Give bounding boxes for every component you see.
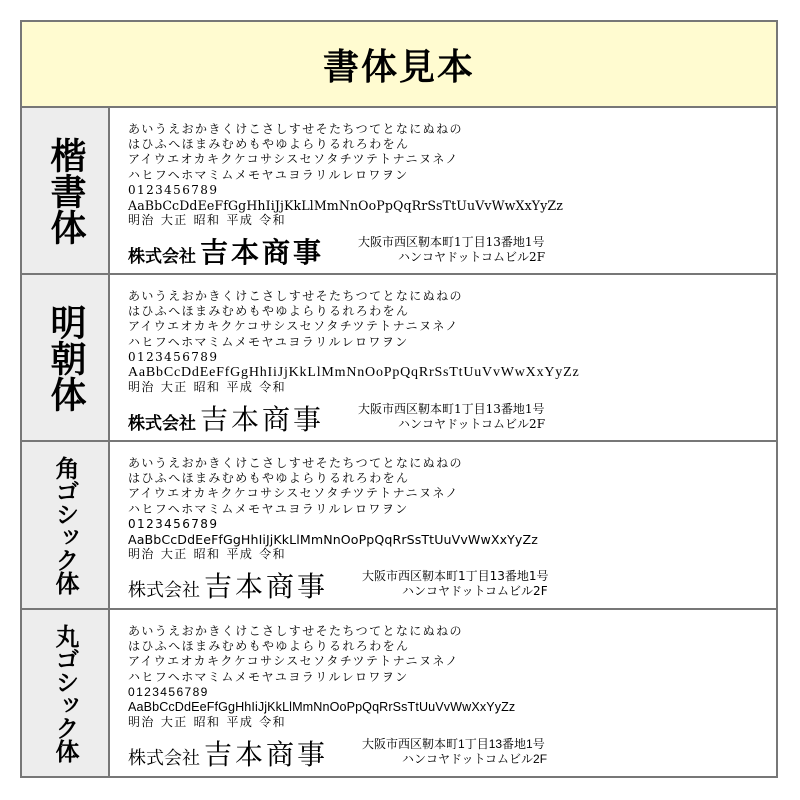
- sample-katakana-line-1: アイウエオカキクケコサシスセソタチツテトナニヌネノ: [128, 654, 459, 669]
- sample-hiragana-line-1: あいうえおかきくけこさしすせそたちつてとなにぬねの: [128, 289, 463, 303]
- sample-building: ハンコヤドットコムビル2F: [398, 250, 546, 265]
- sample-building: ハンコヤドットコムビル2F: [398, 417, 546, 432]
- font-label-cell: [22, 275, 110, 440]
- font-label-cell: [22, 108, 110, 273]
- sample-address: 大阪市西区靭本町1丁目13番地1号: [362, 737, 545, 752]
- sample-address-block: [358, 398, 545, 432]
- sample-katakana-line-1: アイウエオカキクケコサシスセソタチツテトナニヌネノ: [128, 486, 459, 501]
- font-label: 楷書体: [45, 136, 86, 245]
- font-row-mincho: [22, 275, 776, 442]
- sample-company-row: [128, 565, 766, 605]
- sample-hiragana-line-1: あいうえおかきくけこさしすせそたちつてとなにぬねの: [128, 456, 463, 470]
- font-label: 角ゴシック体: [51, 456, 79, 594]
- sample-address-block: [362, 733, 547, 767]
- sample-alphabet: AaBbCcDdEeFfGgHhIiJjKkLlMmNnOoPpQqRrSsTtUuVvWwXxYyZz: [128, 365, 580, 381]
- font-label-cell: [22, 442, 110, 608]
- font-label: 明朝体: [45, 303, 86, 412]
- sample-building: ハンコヤドットコムビル2F: [402, 752, 548, 767]
- company-type: 株式会社: [128, 247, 196, 268]
- sample-company: [128, 733, 328, 773]
- company-name: 吉本商事: [204, 739, 329, 771]
- sample-alphabet: AaBbCcDdEeFfGgHhIiJjKkLlMmNnOoPpQqRrSsTtUuVvWwXxYyZz: [128, 532, 538, 548]
- sample-katakana-line-1: アイウエオカキクケコサシスセソタチツテトナニヌネノ: [128, 152, 459, 167]
- sample-eras: 明治 大正 昭和 平成 令和: [128, 547, 287, 562]
- sample-content: [128, 289, 766, 438]
- sample-katakana-line-2: ハヒフヘホマミムメモヤユヨラリルレロワヲン: [128, 167, 409, 182]
- font-row-kaku-gothic: [22, 442, 776, 610]
- sample-hiragana-line-2: はひふへほまみむめもやゆよらりるれろわをん: [128, 471, 410, 486]
- company-type: 株式会社: [128, 580, 200, 602]
- font-label: 丸ゴシック体: [51, 624, 79, 762]
- sample-content: [128, 456, 766, 605]
- header: [22, 22, 776, 108]
- sample-katakana-line-2: ハヒフヘホマミムメモヤユヨラリルレロワヲン: [128, 334, 409, 349]
- page-title: 書体見本: [322, 46, 475, 88]
- sample-hiragana-line-1: あいうえおかきくけこさしすせそたちつてとなにぬねの: [128, 122, 463, 136]
- sample-company-row: [128, 231, 766, 271]
- sample-address-block: [358, 231, 545, 265]
- sample-company: [128, 398, 324, 438]
- font-sample-sheet: [20, 20, 778, 778]
- company-type: 株式会社: [128, 748, 200, 769]
- sample-alphabet: AaBbCcDdEeFfGgHhIiJjKkLlMmNnOoPpQqRrSsTtUuVvWwXxYyZz: [128, 198, 564, 214]
- sample-content: [128, 624, 766, 773]
- sample-digits: 0123456789: [128, 684, 209, 699]
- sample-building: ハンコヤドットコムビル2F: [402, 584, 548, 599]
- sample-company: [128, 565, 328, 605]
- sample-digits: 0123456789: [128, 349, 219, 364]
- sample-eras: 明治 大正 昭和 平成 令和: [128, 715, 287, 730]
- sample-katakana-line-1: アイウエオカキクケコサシスセソタチツテトナニヌネノ: [128, 319, 459, 334]
- sample-digits: 0123456789: [128, 516, 219, 531]
- company-name: 吉本商事: [200, 236, 325, 270]
- sample-eras: 明治 大正 昭和 平成 令和: [128, 213, 287, 228]
- sample-eras: 明治 大正 昭和 平成 令和: [128, 380, 287, 395]
- company-type: 株式会社: [128, 414, 196, 435]
- font-row-kaisho: [22, 108, 776, 275]
- sample-company-row: [128, 398, 766, 438]
- company-name: 吉本商事: [200, 403, 325, 437]
- sample-address: 大阪市西区靭本町1丁目13番地1号: [362, 569, 549, 584]
- sample-hiragana-line-2: はひふへほまみむめもやゆよらりるれろわをん: [128, 304, 410, 319]
- sample-digits: 0123456789: [128, 182, 219, 197]
- sample-hiragana-line-1: あいうえおかきくけこさしすせそたちつてとなにぬねの: [128, 624, 463, 638]
- sample-company-row: [128, 733, 766, 773]
- sample-address: 大阪市西区靭本町1丁目13番地1号: [358, 402, 545, 417]
- font-label-cell: [22, 610, 110, 776]
- sample-alphabet: AaBbCcDdEeFfGgHhIiJjKkLlMmNnOoPpQqRrSsTtUuVvWwXxYyZz: [128, 700, 516, 715]
- sample-content: [128, 122, 766, 271]
- sample-company: [128, 231, 324, 271]
- company-name: 吉本商事: [204, 570, 329, 604]
- sample-hiragana-line-2: はひふへほまみむめもやゆよらりるれろわをん: [128, 137, 410, 152]
- sample-hiragana-line-2: はひふへほまみむめもやゆよらりるれろわをん: [128, 639, 410, 654]
- sample-address-block: [362, 565, 549, 599]
- font-row-maru-gothic: [22, 610, 776, 776]
- sample-address: 大阪市西区靭本町1丁目13番地1号: [358, 235, 545, 250]
- sample-katakana-line-2: ハヒフヘホマミムメモヤユヨラリルレロワヲン: [128, 501, 409, 516]
- sample-katakana-line-2: ハヒフヘホマミムメモヤユヨラリルレロワヲン: [128, 669, 409, 684]
